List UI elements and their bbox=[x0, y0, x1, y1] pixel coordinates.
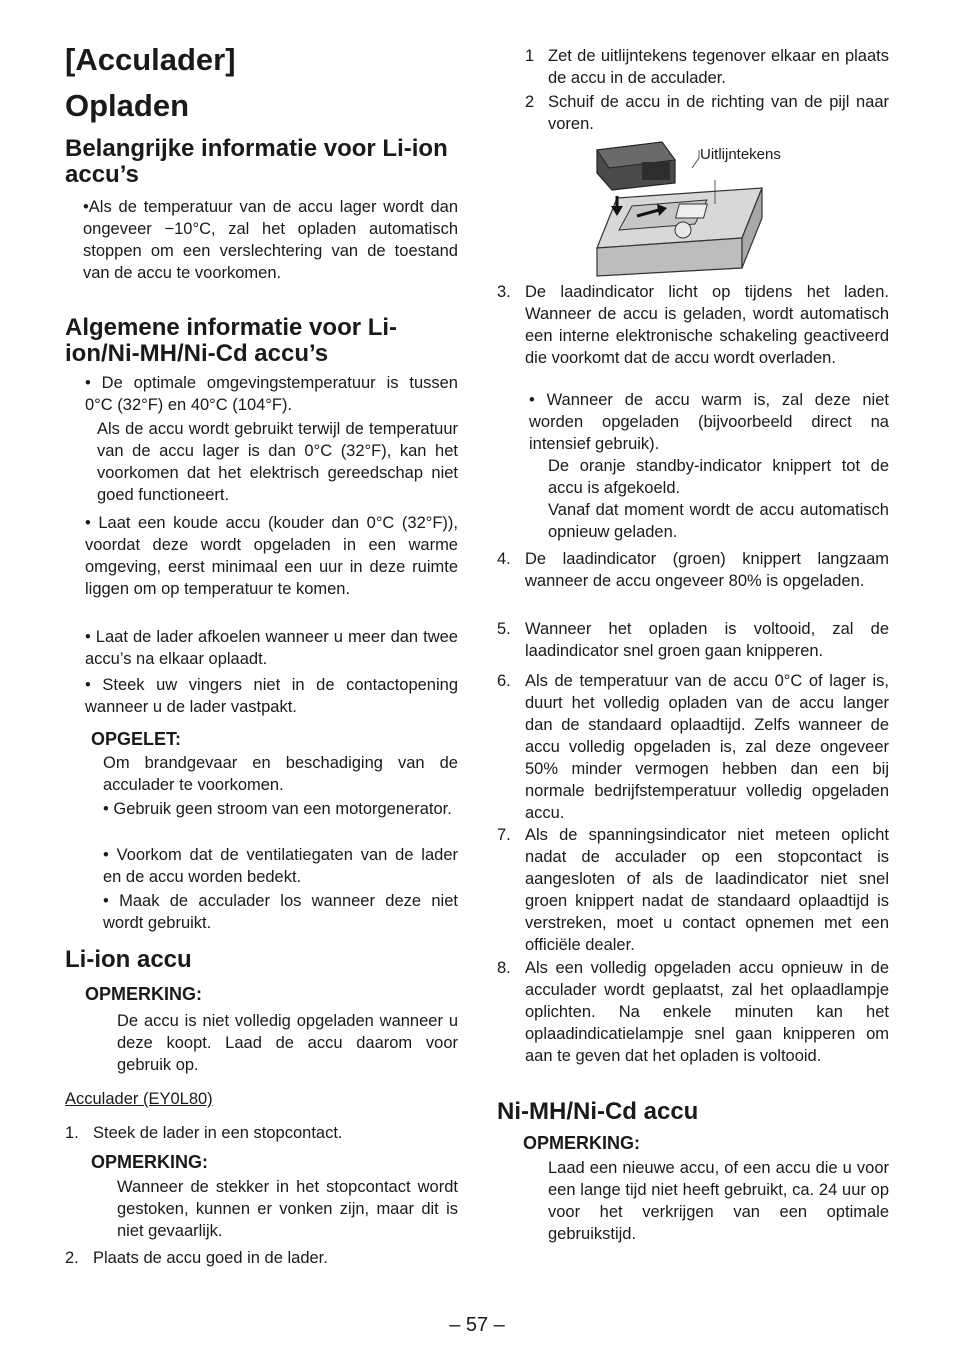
note-text-not-charged: De accu is niet volledig opgeladen wanneer u deze koopt. Laad de accu daarom voor gebruik op. bbox=[117, 1012, 458, 1074]
caution-bullet-generator: • Gebruik geen stroom van een motorgenerator. bbox=[103, 800, 452, 818]
note-title: OPMERKING: bbox=[523, 1133, 640, 1153]
figure-label-alignment-marks: Uitlijntekens bbox=[700, 146, 781, 163]
note-title: OPMERKING: bbox=[85, 984, 202, 1004]
heading-general-info: Algemene informatie voor Li-ion/Ni-MH/Ni-Cd accu’s bbox=[65, 314, 398, 367]
bullet-optimal-temp: • De optimale omgevingstemperatuur is tussen 0°C (32°F) en 40°C (104°F). bbox=[85, 374, 458, 414]
heading-liion-info: Belangrijke informatie voor Li-ion accu’s bbox=[65, 135, 448, 188]
note-title: OPMERKING: bbox=[91, 1152, 208, 1172]
item-warm-battery: • Wanneer de accu warm is, zal deze niet worden opgeladen (bijvoorbeeld direct na intensief gebruik). bbox=[529, 391, 889, 453]
step-plug-in: Steek de lader in een stopcontact. bbox=[93, 1124, 343, 1142]
bullet-optimal-temp-cont: Als de accu wordt gebruikt terwijl de temperatuur van de accu lager is dan 0°C (32°F), kan het voorkomen dat het elektrisch gereedschap niet goed functioneert. bbox=[97, 420, 458, 504]
bullet-fingers: • Steek uw vingers niet in de contactopening wanneer u de lader vastpakt. bbox=[85, 676, 458, 716]
bullet-cold-battery: • Laat een koude accu (kouder dan 0°C (32°F)), voordat deze wordt opgeladen in een warme omgeving, eerst minimaal een uur in deze ruimte liggen om op temperatuur te komen. bbox=[85, 514, 458, 598]
item-recharge-full: Als een volledig opgeladen accu opnieuw in de acculader wordt geplaatst, zal het oplaadlampje oplichten. Na enkele minuten kan het oplaadindicatielampje snel gaan knipperen om aan te geven dat het opladen is voltooid. bbox=[525, 959, 889, 1065]
step-number: 2 bbox=[525, 93, 535, 111]
item-standby-blink: De oranje standby-indicator knippert tot de accu is afgekoeld. bbox=[548, 457, 889, 497]
page-title: Opladen bbox=[65, 88, 190, 123]
item-number: 7. bbox=[497, 826, 511, 844]
item-contact-dealer: Als de spanningsindicator niet meteen oplicht nadat de acculader op een stopcontact is aangesloten of als de laadindicator niet snel groen knippert nadat de standaard oplaadtijd is verstreken, moet u contact opnemen met een officiële dealer. bbox=[525, 826, 889, 954]
bullet-cool-charger: • Laat de lader afkoelen wanneer u meer dan twee accu’s na elkaar oplaadt. bbox=[85, 628, 458, 668]
item-low-temp: Als de temperatuur van de accu 0°C of lager is, duurt het volledig opladen van de accu langer dan de standaard oplaadtijd. Zelfs wanneer de accu volledig opgeladen is, zal deze ongeveer 50% minder vermogen hebben dan een bij normale bedrijfstemperatuur volledig opgeladen accu. bbox=[525, 672, 889, 822]
caution-text: Om brandgevaar en beschadiging van de acculader te voorkomen. bbox=[103, 754, 458, 794]
caution-title: OPGELET: bbox=[91, 729, 182, 749]
item-number: 3. bbox=[497, 283, 511, 301]
note-text-new-battery: Laad een nieuwe accu, of een accu die u voor een lange tijd niet heeft gebruikt, ca. 24 uur op voor het verkrijgen van een optimale gebruikstijd. bbox=[548, 1159, 889, 1243]
heading-nimh: Ni-MH/Ni-Cd accu bbox=[497, 1098, 699, 1125]
step-number: 1. bbox=[65, 1124, 79, 1142]
item-auto-recharge: Vanaf dat moment wordt de accu automatisch opnieuw geladen. bbox=[548, 501, 889, 541]
caution-bullet-ventilation: • Voorkom dat de ventilatiegaten van de lader en de accu worden bedekt. bbox=[103, 846, 458, 886]
step-number: 1 bbox=[525, 47, 535, 65]
note-text-sparks: Wanneer de stekker in het stopcontact wordt gestoken, kunnen er vonken zijn, maar dit is niet gevaarlijk. bbox=[117, 1178, 458, 1240]
step-number: 2. bbox=[65, 1249, 79, 1267]
item-slow-blink: De laadindicator (groen) knippert langzaam wanneer de accu ongeveer 80% is opgeladen. bbox=[525, 550, 889, 590]
heading-liion: Li-ion accu bbox=[65, 946, 192, 973]
item-fast-blink: Wanneer het opladen is voltooid, zal de laadindicator snel groen gaan knipperen. bbox=[525, 620, 889, 660]
step-place-battery: Plaats de accu goed in de lader. bbox=[93, 1249, 328, 1267]
page-number: – 57 – bbox=[449, 1314, 505, 1336]
step-slide-battery: Schuif de accu in de richting van de pijl naar voren. bbox=[548, 93, 889, 133]
charger-model-label: Acculader (EY0L80) bbox=[65, 1090, 213, 1108]
item-charge-indicator: De laadindicator licht op tijdens het laden. Wanneer de accu is geladen, wordt automatisch een interne elektronische schakeling geactiveerd die voorkomt dat de accu wordt overladen. bbox=[525, 283, 889, 367]
item-number: 5. bbox=[497, 620, 511, 638]
step-align-marks: Zet de uitlijntekens tegenover elkaar en plaats de accu in de acculader. bbox=[548, 47, 889, 87]
item-number: 6. bbox=[497, 672, 511, 690]
caution-bullet-unplug: • Maak de acculader los wanneer deze niet wordt gebruikt. bbox=[103, 892, 458, 932]
item-number: 4. bbox=[497, 550, 511, 568]
section-title: [Acculader] bbox=[65, 42, 236, 77]
paragraph-temp-stop: •Als de temperatuur van de accu lager wordt dan ongeveer −10°C, zal het opladen automatisch stoppen om een verslechtering van de toestand van de accu te voorkomen. bbox=[83, 198, 458, 282]
item-number: 8. bbox=[497, 959, 511, 977]
